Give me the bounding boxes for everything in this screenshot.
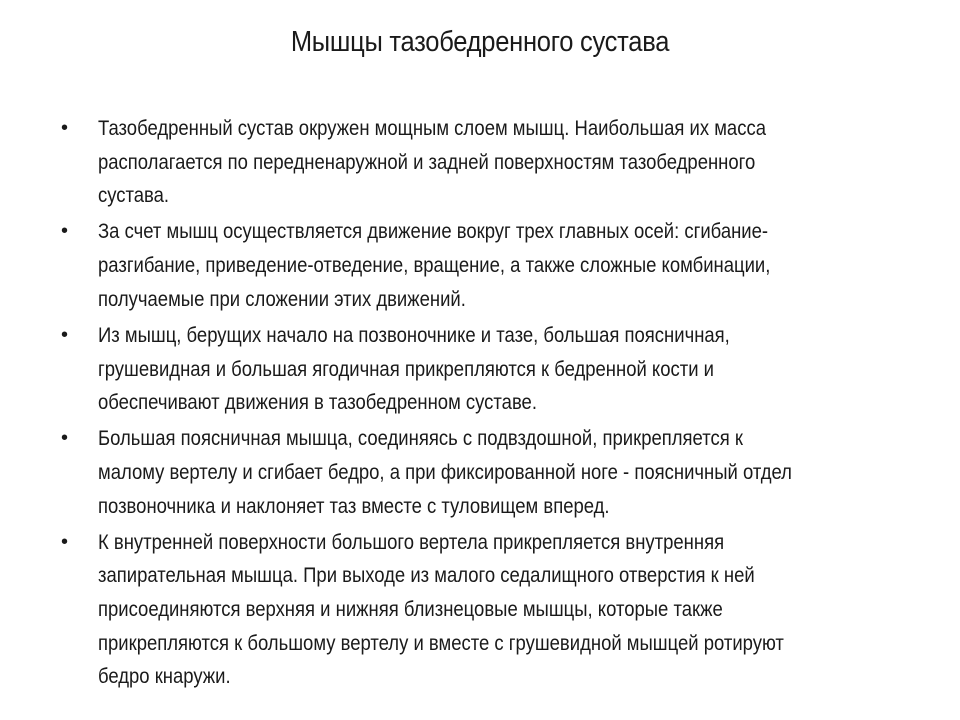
- text-line: обеспечивают движения в тазобедренном суставе.: [98, 391, 537, 415]
- bullet-marker: •: [61, 427, 69, 450]
- bullet-text: [98, 112, 934, 213]
- text-line: малому вертелу и сгибает бедро, а при фиксированной ноге - поясничный отдел: [98, 461, 792, 484]
- bullet-list: [58, 112, 938, 697]
- bullet-marker: •: [61, 530, 69, 553]
- bullet-marker: •: [61, 323, 69, 346]
- text-line: Тазобедренный сустав окружен мощным слоем мышц. Наибольшая их масса: [98, 117, 766, 140]
- text-line: За счет мышц осуществляется движение вокруг трех главных осей: сгибание-: [98, 220, 769, 244]
- text-line: Большая поясничная мышца, соединяясь с подвздошной, прикрепляется к: [98, 427, 743, 451]
- text-line: запирательная мышца. При выходе из малого седалищного отверстия к ней: [98, 564, 755, 588]
- text-line: Из мышц, берущих начало на позвоночнике и тазе, большая поясничная,: [98, 323, 730, 347]
- bullet-text: [98, 422, 934, 523]
- text-line: присоединяются верхняя и нижняя близнецовые мышцы, которые также: [98, 598, 723, 622]
- bullet-marker: •: [61, 220, 69, 243]
- text-line: прикрепляются к большому вертелу и вместе с грушевидной мышцей ротируют: [98, 631, 784, 655]
- text-line: К внутренней поверхности большого вертела прикрепляется внутренняя: [98, 530, 725, 554]
- text-line: бедро кнаружи.: [98, 665, 231, 689]
- bullet-item: [58, 319, 938, 420]
- text-line: разгибание, приведение-отведение, вращение, а также сложные комбинации,: [98, 254, 771, 278]
- bullet-item: [58, 112, 938, 213]
- text-line: располагается по передненаружной и задней поверхностям тазобедренного: [98, 150, 756, 174]
- bullet-text: [98, 319, 934, 420]
- bullet-text: [98, 526, 934, 694]
- bullet-item: [58, 215, 938, 316]
- text-line: получаемые при сложении этих движений.: [98, 287, 466, 311]
- bullet-item: [58, 422, 938, 523]
- text-line: позвоночника и наклоняет таз вместе с туловищем вперед.: [98, 494, 610, 518]
- bullet-text: [98, 215, 934, 316]
- bullet-marker: •: [61, 117, 69, 139]
- text-line: грушевидная и большая ягодичная прикрепляются к бедренной кости и: [98, 357, 714, 381]
- text-line: сустава.: [98, 184, 170, 208]
- bullet-item: [58, 526, 938, 694]
- slide-title: Мышцы тазобедренного сустава: [290, 26, 670, 58]
